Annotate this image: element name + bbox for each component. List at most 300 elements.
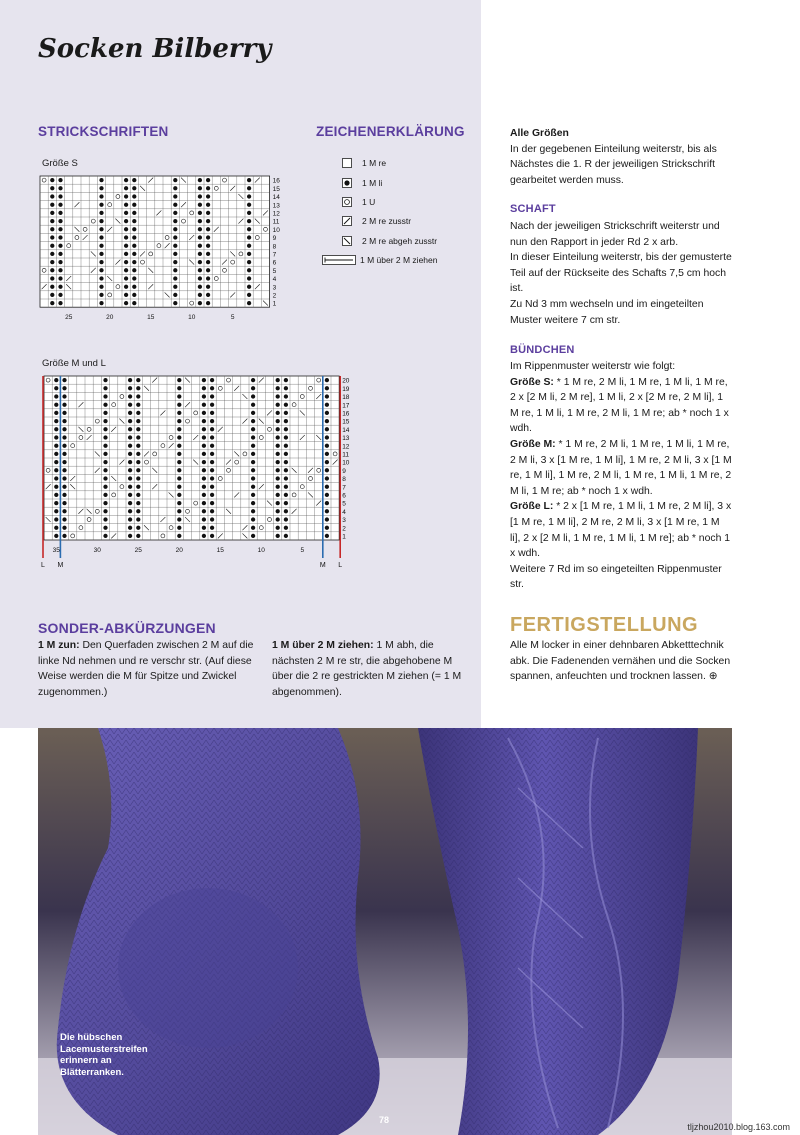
cuff-outro: Weitere 7 Rd im so eingeteilten Rippenmuster str. bbox=[510, 563, 722, 591]
purl-dot bbox=[173, 186, 177, 190]
legend-label: 2 M re zusstr bbox=[362, 216, 412, 226]
purl-dot bbox=[251, 427, 255, 431]
purl-dot bbox=[50, 260, 54, 264]
purl-dot bbox=[247, 194, 251, 198]
purl-dot bbox=[128, 427, 132, 431]
purl-dot bbox=[128, 534, 132, 538]
purl-dot bbox=[251, 403, 255, 407]
purl-dot bbox=[50, 293, 54, 297]
purl-dot bbox=[276, 386, 280, 390]
purl-dot bbox=[206, 252, 210, 256]
size-marker-label: L bbox=[338, 562, 343, 569]
purl-dot bbox=[103, 534, 107, 538]
purl-dot bbox=[103, 435, 107, 439]
purl-dot bbox=[177, 468, 181, 472]
legend-label: 1 M über 2 M ziehen bbox=[360, 255, 438, 265]
purl-dot bbox=[62, 378, 66, 382]
row-number: 3 bbox=[272, 284, 277, 292]
purl-dot bbox=[136, 517, 140, 521]
purl-dot bbox=[210, 452, 214, 456]
column-number: 15 bbox=[147, 314, 155, 322]
purl-dot bbox=[58, 252, 62, 256]
purl-dot bbox=[276, 427, 280, 431]
purl-dot bbox=[50, 276, 54, 280]
purl-dot bbox=[206, 235, 210, 239]
filled-dot-icon bbox=[342, 178, 352, 188]
purl-dot bbox=[247, 227, 251, 231]
purl-dot bbox=[210, 517, 214, 521]
purl-dot bbox=[173, 244, 177, 248]
row-number: 8 bbox=[272, 243, 277, 251]
sock-photo bbox=[38, 728, 732, 1135]
row-number: 5 bbox=[272, 267, 277, 275]
size-l-term: Größe L: bbox=[510, 501, 554, 513]
purl-dot bbox=[251, 435, 255, 439]
legend-item-k2tog bbox=[342, 215, 411, 227]
purl-dot bbox=[58, 285, 62, 289]
row-number: 13 bbox=[272, 202, 280, 210]
purl-dot bbox=[58, 268, 62, 272]
purl-dot bbox=[128, 501, 132, 505]
purl-dot bbox=[202, 485, 206, 489]
purl-dot bbox=[198, 293, 202, 297]
purl-dot bbox=[50, 178, 54, 182]
purl-dot bbox=[202, 419, 206, 423]
purl-dot bbox=[54, 476, 58, 480]
purl-dot bbox=[50, 301, 54, 305]
purl-dot bbox=[198, 301, 202, 305]
purl-dot bbox=[177, 476, 181, 480]
column-number: 20 bbox=[106, 314, 114, 322]
slash-left-icon bbox=[342, 236, 352, 246]
purl-dot bbox=[136, 476, 140, 480]
row-number: 6 bbox=[342, 492, 346, 500]
purl-dot bbox=[325, 435, 329, 439]
purl-dot bbox=[247, 219, 251, 223]
purl-dot bbox=[128, 378, 132, 382]
purl-dot bbox=[206, 194, 210, 198]
purl-dot bbox=[173, 203, 177, 207]
size-marker-label: M bbox=[319, 562, 326, 569]
purl-dot bbox=[136, 394, 140, 398]
purl-dot bbox=[58, 235, 62, 239]
purl-dot bbox=[276, 452, 280, 456]
purl-dot bbox=[177, 386, 181, 390]
purl-dot bbox=[54, 452, 58, 456]
purl-dot bbox=[132, 219, 136, 223]
purl-dot bbox=[284, 435, 288, 439]
purl-dot bbox=[247, 268, 251, 272]
purl-dot bbox=[136, 386, 140, 390]
purl-dot bbox=[136, 534, 140, 538]
purl-dot bbox=[251, 534, 255, 538]
purl-dot bbox=[210, 534, 214, 538]
purl-dot bbox=[132, 268, 136, 272]
purl-dot bbox=[132, 244, 136, 248]
purl-dot bbox=[284, 493, 288, 497]
purl-dot bbox=[54, 435, 58, 439]
purl-dot bbox=[325, 526, 329, 530]
purl-dot bbox=[325, 476, 329, 480]
purl-dot bbox=[136, 411, 140, 415]
row-number: 6 bbox=[272, 259, 277, 267]
all-sizes-heading: Alle Größen bbox=[510, 128, 569, 139]
purl-dot bbox=[177, 403, 181, 407]
purl-dot bbox=[202, 386, 206, 390]
purl-dot bbox=[62, 419, 66, 423]
purl-dot bbox=[50, 194, 54, 198]
purl-dot bbox=[198, 252, 202, 256]
purl-dot bbox=[103, 501, 107, 505]
purl-dot bbox=[124, 293, 128, 297]
purl-dot bbox=[62, 493, 66, 497]
purl-dot bbox=[103, 386, 107, 390]
size-l-text: * 2 x [1 M re, 1 M li, 1 M re, 2 M li], 3 x [1 M re, 1 M li], 2 M re, 2 M li, 3 x [1 M re, 1 M li], 2 x [2 M li, 1 M re, 1 M li, 1 M re]; ab * noch 1 x wdh. bbox=[510, 501, 732, 560]
purl-dot bbox=[276, 476, 280, 480]
purl-dot bbox=[173, 293, 177, 297]
purl-dot bbox=[325, 419, 329, 423]
purl-dot bbox=[128, 435, 132, 439]
purl-dot bbox=[206, 276, 210, 280]
purl-dot bbox=[62, 517, 66, 521]
purl-dot bbox=[202, 378, 206, 382]
row-number: 7 bbox=[342, 484, 346, 492]
page-number: 78 bbox=[379, 1115, 390, 1125]
chart-small-label: Größe S bbox=[42, 158, 78, 169]
purl-dot bbox=[132, 227, 136, 231]
purl-dot bbox=[54, 419, 58, 423]
page-title: Socken Bilberry bbox=[38, 34, 272, 64]
purl-dot bbox=[276, 460, 280, 464]
purl-dot bbox=[198, 268, 202, 272]
purl-dot bbox=[58, 194, 62, 198]
purl-dot bbox=[62, 427, 66, 431]
slash-right-icon bbox=[342, 216, 352, 226]
size-m-text: * 1 M re, 2 M li, 1 M re, 1 M li, 1 M re, 2 M li, 3 x [1 M re, 1 M li], 1 M re, 2 M li, 3 x [1 M re, 1 M li], 1 M re, 2 M li, 1 M re, 1 M li, 1 M re, 2 M li, 1 M re; ab * noch 1 x wdh. bbox=[510, 438, 732, 497]
purl-dot bbox=[247, 293, 251, 297]
row-number: 5 bbox=[342, 500, 346, 508]
purl-dot bbox=[58, 219, 62, 223]
purl-dot bbox=[128, 444, 132, 448]
purl-dot bbox=[210, 493, 214, 497]
purl-dot bbox=[124, 227, 128, 231]
purl-dot bbox=[284, 501, 288, 505]
purl-dot bbox=[177, 493, 181, 497]
purl-dot bbox=[247, 285, 251, 289]
purl-dot bbox=[276, 468, 280, 472]
purl-dot bbox=[210, 419, 214, 423]
purl-dot bbox=[276, 509, 280, 513]
purl-dot bbox=[177, 394, 181, 398]
purl-dot bbox=[54, 394, 58, 398]
shaft-text-2: In dieser Einteilung weiterstr, bis der gemusterte Teil auf der Rückseite des Schafts 7,5 cm hoch ist. bbox=[510, 252, 732, 295]
shaft-block bbox=[510, 219, 732, 328]
purl-dot bbox=[251, 444, 255, 448]
purl-dot bbox=[284, 386, 288, 390]
purl-dot bbox=[202, 501, 206, 505]
purl-dot bbox=[136, 378, 140, 382]
legend-label: 1 U bbox=[362, 197, 376, 207]
purl-dot bbox=[128, 468, 132, 472]
purl-dot bbox=[136, 403, 140, 407]
purl-dot bbox=[325, 386, 329, 390]
purl-dot bbox=[54, 517, 58, 521]
purl-dot bbox=[54, 501, 58, 505]
purl-dot bbox=[210, 526, 214, 530]
purl-dot bbox=[136, 419, 140, 423]
purl-dot bbox=[132, 285, 136, 289]
purl-dot bbox=[251, 501, 255, 505]
purl-dot bbox=[206, 186, 210, 190]
purl-dot bbox=[124, 276, 128, 280]
purl-dot bbox=[58, 244, 62, 248]
purl-dot bbox=[132, 194, 136, 198]
purl-dot bbox=[251, 493, 255, 497]
size-marker-label: M bbox=[57, 562, 64, 569]
purl-dot bbox=[173, 178, 177, 182]
purl-dot bbox=[124, 235, 128, 239]
purl-dot bbox=[103, 378, 107, 382]
purl-dot bbox=[99, 178, 103, 182]
column-number: 5 bbox=[230, 314, 235, 322]
legend-label: 1 M re bbox=[362, 158, 387, 168]
purl-dot bbox=[124, 268, 128, 272]
purl-dot bbox=[276, 526, 280, 530]
purl-dot bbox=[284, 444, 288, 448]
purl-dot bbox=[247, 178, 251, 182]
purl-dot bbox=[128, 485, 132, 489]
purl-dot bbox=[251, 452, 255, 456]
purl-dot bbox=[173, 211, 177, 215]
purl-dot bbox=[58, 227, 62, 231]
purl-dot bbox=[210, 485, 214, 489]
purl-dot bbox=[247, 252, 251, 256]
purl-dot bbox=[136, 435, 140, 439]
purl-dot bbox=[198, 235, 202, 239]
row-number: 12 bbox=[272, 210, 280, 218]
chart-size-m-l bbox=[34, 372, 364, 574]
purl-dot bbox=[99, 252, 103, 256]
purl-dot bbox=[276, 493, 280, 497]
purl-dot bbox=[99, 285, 103, 289]
purl-dot bbox=[124, 186, 128, 190]
purl-dot bbox=[128, 394, 132, 398]
purl-dot bbox=[210, 501, 214, 505]
purl-dot bbox=[54, 403, 58, 407]
purl-dot bbox=[62, 386, 66, 390]
purl-dot bbox=[325, 403, 329, 407]
purl-dot bbox=[132, 235, 136, 239]
purl-dot bbox=[206, 301, 210, 305]
purl-dot bbox=[210, 468, 214, 472]
purl-dot bbox=[124, 211, 128, 215]
purl-dot bbox=[173, 301, 177, 305]
purl-dot bbox=[247, 276, 251, 280]
purl-dot bbox=[325, 509, 329, 513]
purl-dot bbox=[177, 509, 181, 513]
purl-dot bbox=[325, 460, 329, 464]
purl-dot bbox=[284, 526, 288, 530]
purl-dot bbox=[276, 501, 280, 505]
purl-dot bbox=[103, 411, 107, 415]
purl-dot bbox=[99, 293, 103, 297]
purl-dot bbox=[136, 452, 140, 456]
purl-dot bbox=[251, 517, 255, 521]
column-number: 5 bbox=[300, 547, 305, 554]
cuff-intro: Im Rippenmuster weiterstr wie folgt: bbox=[510, 361, 676, 372]
circle-icon bbox=[342, 197, 352, 207]
row-number: 9 bbox=[342, 467, 346, 475]
purl-dot bbox=[284, 403, 288, 407]
purl-dot bbox=[284, 468, 288, 472]
purl-dot bbox=[284, 485, 288, 489]
purl-dot bbox=[58, 211, 62, 215]
purl-dot bbox=[177, 452, 181, 456]
purl-dot bbox=[50, 285, 54, 289]
purl-dot bbox=[103, 444, 107, 448]
purl-dot bbox=[124, 219, 128, 223]
purl-dot bbox=[202, 444, 206, 448]
purl-dot bbox=[198, 244, 202, 248]
purl-dot bbox=[210, 386, 214, 390]
purl-dot bbox=[99, 211, 103, 215]
purl-dot bbox=[99, 227, 103, 231]
purl-dot bbox=[206, 285, 210, 289]
purl-dot bbox=[210, 427, 214, 431]
purl-dot bbox=[202, 452, 206, 456]
purl-dot bbox=[54, 526, 58, 530]
purl-dot bbox=[198, 178, 202, 182]
cuff-block bbox=[510, 359, 732, 593]
shaft-heading: SCHAFT bbox=[510, 203, 556, 215]
legend-item-purl bbox=[342, 177, 382, 189]
purl-dot bbox=[58, 301, 62, 305]
legend-label: 1 M li bbox=[362, 178, 383, 188]
purl-dot bbox=[325, 534, 329, 538]
legend-item-knit bbox=[342, 157, 386, 169]
purl-dot bbox=[177, 501, 181, 505]
purl-dot bbox=[103, 485, 107, 489]
purl-dot bbox=[247, 235, 251, 239]
finishing-block bbox=[510, 638, 732, 685]
purl-dot bbox=[132, 293, 136, 297]
purl-dot bbox=[202, 509, 206, 513]
size-marker-label: L bbox=[41, 562, 45, 569]
special-col-1 bbox=[38, 638, 263, 700]
purl-dot bbox=[54, 485, 58, 489]
purl-dot bbox=[284, 394, 288, 398]
purl-dot bbox=[251, 378, 255, 382]
purl-dot bbox=[206, 227, 210, 231]
purl-dot bbox=[132, 260, 136, 264]
purl-dot bbox=[177, 378, 181, 382]
purl-dot bbox=[206, 268, 210, 272]
purl-dot bbox=[54, 460, 58, 464]
purl-dot bbox=[124, 203, 128, 207]
purl-dot bbox=[62, 435, 66, 439]
purl-dot bbox=[276, 517, 280, 521]
purl-dot bbox=[128, 403, 132, 407]
purl-dot bbox=[136, 444, 140, 448]
special-term-2: 1 M über 2 M ziehen: bbox=[272, 640, 374, 651]
purl-dot bbox=[99, 244, 103, 248]
purl-dot bbox=[124, 252, 128, 256]
purl-dot bbox=[62, 509, 66, 513]
empty-square-icon bbox=[342, 158, 352, 168]
purl-dot bbox=[54, 534, 58, 538]
purl-dot bbox=[206, 219, 210, 223]
purl-dot bbox=[54, 411, 58, 415]
row-number: 4 bbox=[272, 276, 277, 284]
charts-heading: STRICKSCHRIFTEN bbox=[38, 124, 169, 139]
purl-dot bbox=[128, 476, 132, 480]
purl-dot bbox=[284, 378, 288, 382]
row-number: 20 bbox=[342, 377, 350, 385]
row-number: 9 bbox=[272, 235, 277, 243]
special-term-1: 1 M zun: bbox=[38, 640, 80, 651]
purl-dot bbox=[251, 509, 255, 513]
purl-dot bbox=[50, 186, 54, 190]
row-number: 16 bbox=[342, 410, 350, 418]
purl-dot bbox=[54, 444, 58, 448]
watermark: tljzhou2010.blog.163.com bbox=[687, 1122, 790, 1132]
purl-dot bbox=[136, 460, 140, 464]
purl-dot bbox=[198, 211, 202, 215]
row-number: 10 bbox=[342, 459, 350, 467]
purl-dot bbox=[173, 268, 177, 272]
purl-dot bbox=[325, 378, 329, 382]
purl-dot bbox=[124, 285, 128, 289]
purl-dot bbox=[103, 394, 107, 398]
purl-dot bbox=[276, 394, 280, 398]
row-number: 2 bbox=[342, 525, 346, 533]
column-number: 10 bbox=[188, 314, 196, 322]
purl-dot bbox=[210, 476, 214, 480]
purl-dot bbox=[177, 435, 181, 439]
purl-dot bbox=[62, 394, 66, 398]
purl-dot bbox=[99, 276, 103, 280]
purl-dot bbox=[136, 509, 140, 513]
purl-dot bbox=[54, 378, 58, 382]
purl-dot bbox=[206, 244, 210, 248]
purl-dot bbox=[99, 260, 103, 264]
purl-dot bbox=[103, 476, 107, 480]
purl-dot bbox=[247, 211, 251, 215]
row-number: 8 bbox=[342, 476, 346, 484]
cuff-heading: BÜNDCHEN bbox=[510, 344, 575, 356]
purl-dot bbox=[198, 219, 202, 223]
purl-dot bbox=[62, 444, 66, 448]
purl-dot bbox=[103, 517, 107, 521]
size-s-term: Größe S: bbox=[510, 376, 554, 388]
purl-dot bbox=[50, 252, 54, 256]
purl-dot bbox=[50, 219, 54, 223]
row-number: 4 bbox=[342, 508, 346, 516]
row-number: 18 bbox=[342, 394, 350, 402]
purl-dot bbox=[210, 444, 214, 448]
purl-dot bbox=[62, 501, 66, 505]
purl-dot bbox=[284, 476, 288, 480]
purl-dot bbox=[325, 452, 329, 456]
purl-dot bbox=[202, 534, 206, 538]
purl-dot bbox=[202, 460, 206, 464]
purl-dot bbox=[50, 235, 54, 239]
purl-dot bbox=[177, 419, 181, 423]
purl-dot bbox=[202, 435, 206, 439]
purl-dot bbox=[132, 252, 136, 256]
purl-dot bbox=[325, 394, 329, 398]
column-number: 20 bbox=[175, 547, 183, 554]
